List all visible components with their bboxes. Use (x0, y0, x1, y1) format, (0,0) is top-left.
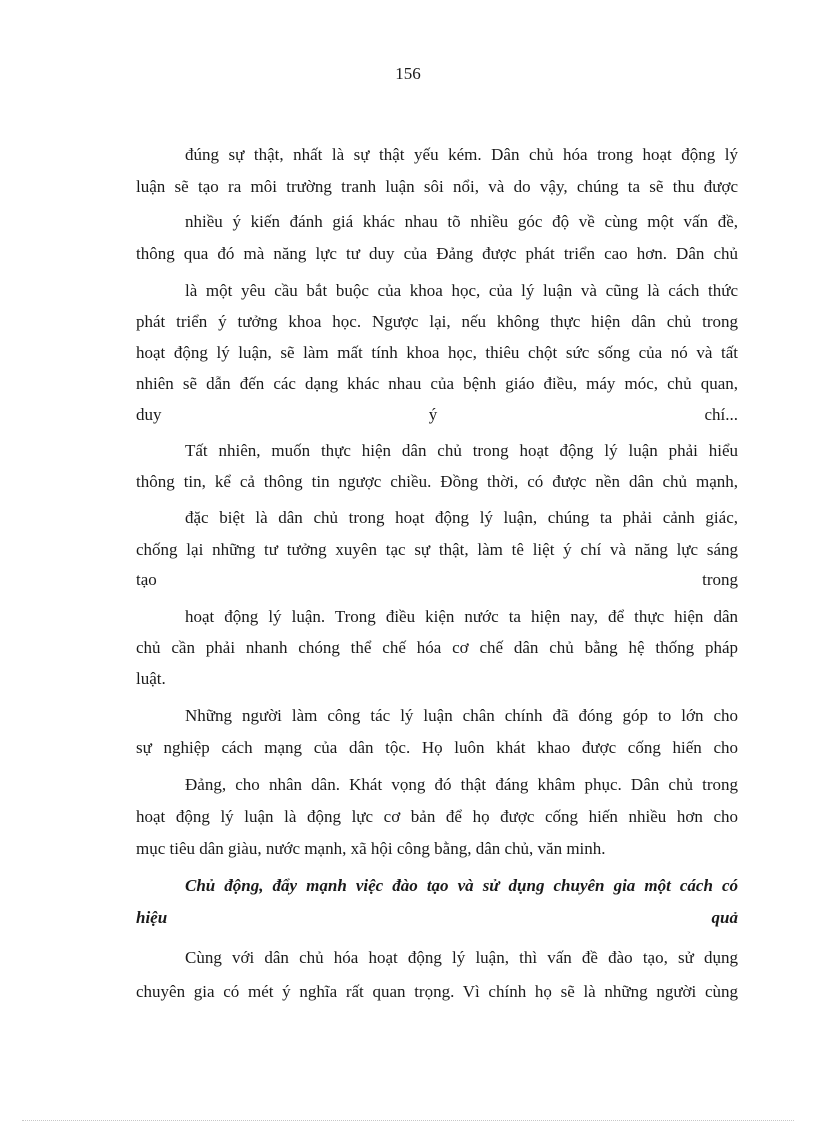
text-line: chủ cần phải nhanh chóng thể chế hóa cơ chế dân chủ bằng hệ thống pháp (136, 638, 738, 657)
text-line: phát triển ý tưởng khoa học. Ngược lại, nếu không thực hiện dân chủ trong (136, 312, 738, 331)
text-line: hoạt động lý luận. Trong điều kiện nước ta hiện nay, để thực hiện dân (185, 607, 738, 626)
text-line: duy ý chí... (136, 405, 738, 424)
text-line: mục tiêu dân giàu, nước mạnh, xã hội công bằng, dân chủ, văn minh. (136, 839, 606, 858)
text-line: Những người làm công tác lý luận chân chính đã đóng góp to lớn cho (185, 706, 738, 725)
text-line: nhiên sẽ dẫn đến các dạng khác nhau của bệnh giáo điều, máy móc, chủ quan, (136, 374, 738, 393)
section-heading: hiệu quả (136, 908, 738, 927)
text-line: luật. (136, 669, 166, 688)
text-line: Cùng với dân chủ hóa hoạt động lý luận, thì vấn đề đào tạo, sử dụng (185, 948, 738, 967)
text-line: Đảng, cho nhân dân. Khát vọng đó thật đáng khâm phục. Dân chủ trong (185, 775, 738, 794)
text-line: luận sẽ tạo ra môi trường tranh luận sôi nổi, và do vậy, chúng ta sẽ thu được (136, 177, 738, 196)
text-line: hoạt động lý luận, sẽ làm mất tính khoa học, thiêu chột sức sống của nó và tất (136, 343, 738, 362)
text-line: chống lại những tư tưởng xuyên tạc sự thật, làm tê liệt ý chí và năng lực sáng (136, 540, 738, 559)
text-line: thông tin, kể cả thông tin ngược chiều. Đồng thời, có được nền dân chủ mạnh, (136, 472, 738, 491)
text-line: đặc biệt là dân chủ trong hoạt động lý luận, chúng ta phải cảnh giác, (185, 508, 738, 527)
text-line: đúng sự thật, nhất là sự thật yếu kém. Dân chủ hóa trong hoạt động lý (185, 145, 738, 164)
text-line: nhiều ý kiến đánh giá khác nhau tõ nhiều góc độ về cùng một vấn đề, (185, 212, 738, 231)
text-line: hoạt động lý luận là động lực cơ bản để họ được cống hiến nhiều hơn cho (136, 807, 738, 826)
text-line: tạo trong (136, 570, 738, 589)
text-line: chuyên gia có mét ý nghĩa rất quan trọng. Vì chính họ sẽ là những người cùng (136, 982, 738, 1001)
text-line: là một yêu cầu bắt buộc của khoa học, của lý luận và cũng là cách thức (185, 281, 738, 300)
section-heading: Chủ động, đẩy mạnh việc đào tạo và sử dụng chuyên gia một cách có (185, 876, 738, 895)
text-line: sự nghiệp cách mạng của dân tộc. Họ luôn khát khao được cống hiến cho (136, 738, 738, 757)
page-number: 156 (395, 64, 421, 83)
text-line: Tất nhiên, muốn thực hiện dân chủ trong hoạt động lý luận phải hiểu (185, 441, 738, 460)
footer-rule (22, 1120, 794, 1121)
text-line: thông qua đó mà năng lực tư duy của Đảng được phát triển cao hơn. Dân chủ (136, 244, 738, 263)
